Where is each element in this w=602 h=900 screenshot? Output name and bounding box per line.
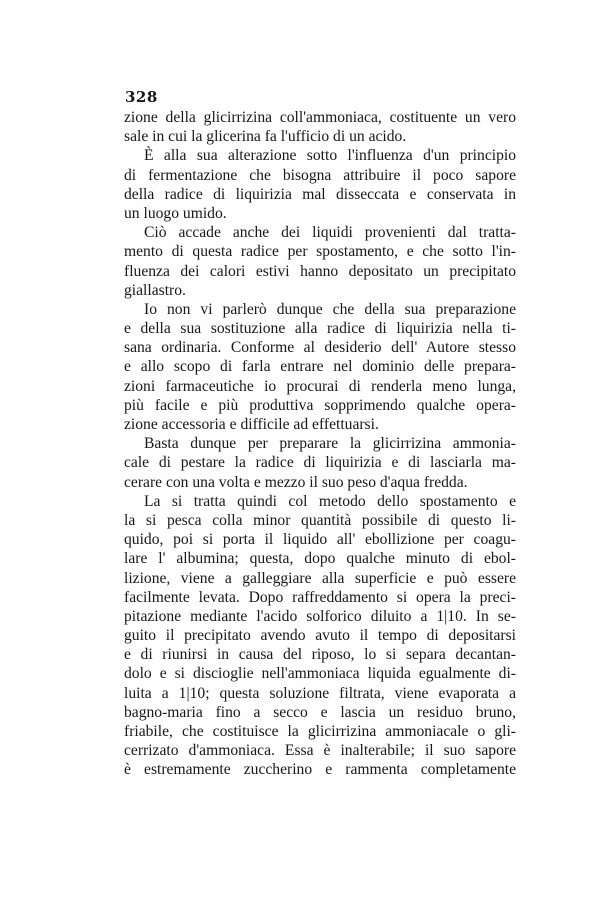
text-line: e di riunirsi in causa del riposo, lo si separa decantan- — [124, 646, 516, 664]
text-line: pitazione mediante l'acido solforico diluito a 1|10. In se- — [124, 607, 516, 625]
text-line: friabile, che costituisce la glicirrizina ammoniacale o gli- — [124, 723, 516, 740]
text-line: zione accessoria e difficile ad effettuarsi. — [124, 416, 379, 433]
text-line: quido, poi si porta il liquido all' ebollizione per coagu- — [124, 531, 516, 549]
text-line: mento di questa radice per spostamento, e che sotto l'in- — [124, 243, 516, 261]
page-number: 328 — [125, 88, 158, 106]
text-line: sana ordinaria. Conforme al desiderio dell' Autore stesso — [124, 339, 516, 357]
text-line: facilmente levata. Dopo raffreddamento si opera la preci- — [124, 588, 516, 606]
text-line: luita a 1|10; questa soluzione filtrata, viene evaporata a — [124, 684, 516, 702]
text-line: più facile e più produttiva sopprimendo qualche opera- — [124, 396, 516, 414]
text-line: e allo scopo di farla entrare nel dominio delle prepara- — [124, 358, 516, 376]
text-line: cerrizato d'ammoniaca. Essa è inalterabile; il suo sapore — [124, 742, 516, 760]
text-line: e della sua sostituzione alla radice di liquirizia nella ti- — [124, 320, 516, 338]
text-line: la si pesca colla minor quantità possibile di questo li- — [124, 511, 516, 529]
text-line: è estremamente zuccherino e rammenta completamente — [124, 761, 516, 779]
text-line: cale di pestare la radice di liquirizia e di lasciarla ma- — [124, 454, 516, 472]
body-text — [124, 108, 516, 780]
text-line: giallastro. — [124, 281, 186, 299]
text-line: Basta dunque per preparare la glicirrizina ammonia- — [144, 435, 516, 453]
text-line: della radice di liquirizia mal disseccata e conservata in — [124, 185, 516, 203]
text-line: lizione, viene a galleggiare alla superficie e può essere — [124, 569, 516, 587]
text-line: sale in cui la glicerina fa l'ufficio di un acido. — [124, 128, 407, 146]
text-line: guito il precipitato avendo avuto il tempo di depositarsi — [124, 627, 516, 645]
text-line: Io non vi parlerò dunque che della sua preparazione — [144, 300, 516, 318]
text-line: È alla sua alterazione sotto l'influenza d'un principio — [144, 147, 516, 165]
text-line: Ciò accade anche dei liquidi provenienti dal tratta- — [144, 224, 516, 242]
text-line: un luogo umido. — [124, 204, 227, 222]
text-line: La si tratta quindi col metodo dello spostamento e — [144, 492, 516, 510]
text-line: zioni farmaceutiche io procurai di renderla meno lunga, — [124, 377, 516, 395]
text-line: lare l' albumina; questa, dopo qualche minuto di ebol- — [124, 550, 516, 568]
text-line: di fermentazione che bisogna attribuire il poco sapore — [124, 166, 516, 184]
text-line: cerare con una volta e mezzo il suo peso d'aqua fredda. — [124, 473, 468, 491]
text-line: fluenza dei calori estivi hanno depositato un precipitato — [124, 262, 516, 280]
text-line: dolo e si discioglie nell'ammoniaca liquida egualmente di- — [124, 665, 516, 683]
text-line: bagno-maria fino a secco e lascia un residuo bruno, — [124, 703, 516, 721]
text-line: zione della glicirrizina coll'ammoniaca, costituente un vero — [124, 109, 516, 126]
